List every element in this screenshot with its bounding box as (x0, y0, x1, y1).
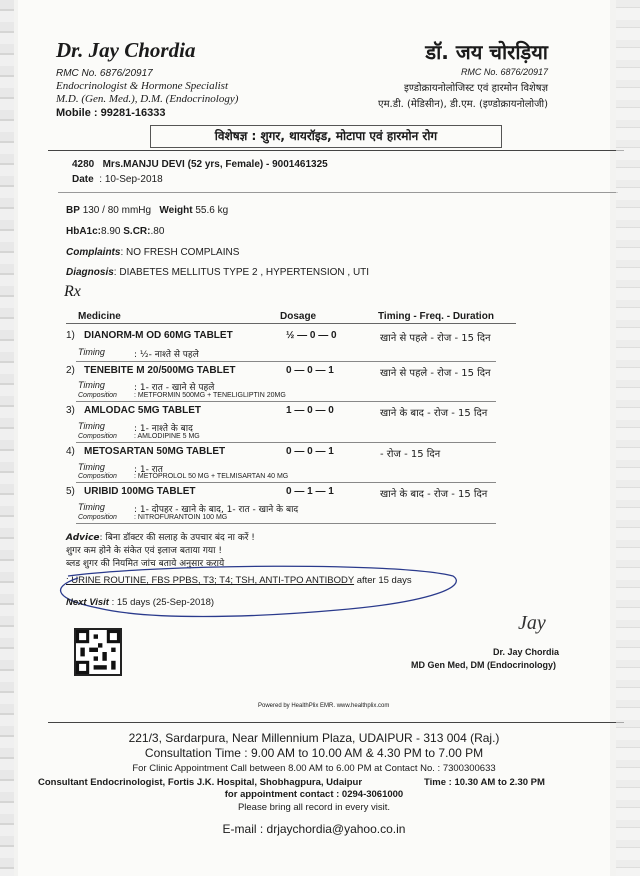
medicine-timing: खाने के बाद - रोज - 15 दिन (380, 408, 488, 419)
tests-list: : URINE ROUTINE, FBS PPBS, T3; T4; TSH, ANTI-TPO ANTIBODY (66, 575, 355, 586)
footer-fortis-time: Time : 10.30 AM to 2.30 PM (424, 777, 545, 788)
doctor-rmc: RMC No. 6876/20917 (56, 68, 153, 79)
tests-suffix: after 15 days (354, 575, 412, 586)
medicine-name: URIBID 100MG TABLET (84, 486, 196, 497)
doctor-name: Dr. Jay Chordia (56, 38, 196, 62)
footer-records: Please bring all record in every visit. (237, 802, 391, 813)
signature-qualification: MD Gen Med, DM (Endocrinology) (411, 660, 556, 670)
prescription-page (18, 0, 610, 876)
footer-consultant: Consultant Endocrinologist, Fortis J.K. Hospital, Shobhagpura, Udaipur (38, 777, 363, 788)
hba1c-value: 8.90 (101, 226, 121, 237)
rx-symbol: Rx (64, 283, 81, 300)
next-visit-line (66, 597, 214, 608)
patient-name: Mrs.MANJU DEVI (52 yrs, Female) - 9001461325 (102, 159, 328, 170)
scr-value: .80 (150, 226, 165, 237)
medicine-divider (76, 401, 496, 402)
timing-label: Timing (78, 421, 105, 431)
specialty-banner: विशेषज्ञ : शुगर, थायरॉइड, मोटापा एवं हारमोन रोग (150, 125, 502, 148)
signature-scribble: Jay (518, 612, 546, 634)
medicine-number: 1) (66, 330, 75, 341)
composition-label: Composition (78, 392, 117, 399)
timing-detail: : 1- रात (134, 465, 163, 475)
complaints-line (66, 247, 239, 258)
qr-code (74, 628, 122, 676)
medicine-divider (76, 361, 496, 362)
doctor-specialty: Endocrinologist & Hormone Specialist (56, 80, 229, 92)
scan-edge-right (616, 0, 640, 876)
footer-fortis-contact: for appointment contact : 0294-3061000 (224, 789, 404, 800)
weight-value: 55.6 kg (195, 205, 229, 216)
scr-label: S.CR: (123, 226, 151, 237)
composition-text: : METOPROLOL 50 MG + TELMISARTAN 40 MG (134, 473, 289, 480)
medicine-number: 4) (66, 446, 75, 457)
header-divider (48, 150, 624, 151)
advice-text: : बिना डॉक्टर की सलाह के उपचार बंद ना करें ! (99, 533, 255, 543)
powered-by: Powered by HealthPlix EMR. www.healthplix.com (258, 703, 390, 709)
composition-label: Composition (78, 433, 117, 440)
advice-line-3: ब्लड शुगर की नियमित जांच बताये अनुसार कराये (66, 559, 225, 569)
bp-value: 130 / 80 mmHg (82, 205, 152, 216)
visit-date: 10-Sep-2018 (104, 174, 163, 185)
medicine-dosage: 0 — 0 — 1 (286, 446, 334, 457)
weight-label: Weight (159, 205, 193, 216)
scan-edge-left (0, 0, 14, 876)
patient-id: 4280 (72, 159, 95, 170)
composition-label: Composition (78, 514, 117, 521)
diagnosis-line (66, 267, 369, 278)
diagnosis-text: : DIABETES MELLITUS TYPE 2 , HYPERTENSION , UTI (113, 267, 370, 278)
composition-text: : METFORMIN 500MG + TENELIGLIPTIN 20MG (134, 392, 286, 399)
footer-appointment: For Clinic Appointment Call between 8.00 AM to 6.00 PM at Contact No. : 7300300633 (132, 763, 496, 774)
medicine-name: TENEBITE M 20/500MG TABLET (84, 365, 236, 376)
advice-label: Advice (66, 533, 100, 543)
advice-line-1 (66, 530, 255, 543)
medicine-dosage: 1 — 0 — 0 (286, 405, 334, 416)
timing-detail: : ½- नाश्ते से पहले (134, 350, 199, 360)
doctor-mobile: Mobile : 99281-16333 (56, 107, 166, 119)
signature-name: Dr. Jay Chordia (493, 647, 560, 657)
footer-divider (48, 722, 624, 723)
header-medicine: Medicine (78, 311, 121, 322)
header-timing: Timing - Freq. - Duration (378, 311, 494, 322)
advice-line-2: शुगर कम होने के संकेत एवं इलाज बताया गया ! (66, 546, 222, 556)
timing-detail: : 1- रात - खाने से पहले (134, 383, 215, 393)
medicine-name: DIANORM-M OD 60MG TABLET (84, 330, 233, 341)
header-dosage: Dosage (280, 311, 317, 322)
timing-label: Timing (78, 380, 105, 390)
medicine-timing: खाने से पहले - रोज - 15 दिन (380, 368, 491, 379)
medicine-divider (76, 442, 496, 443)
doctor-rmc-hindi: RMC No. 6876/20917 (460, 67, 548, 77)
doctor-degrees: M.D. (Gen. Med.), D.M. (Endocrinology) (56, 93, 239, 105)
timing-label: Timing (78, 462, 105, 472)
timing-label: Timing (78, 347, 105, 357)
medicine-dosage: ½ — 0 — 0 (286, 330, 337, 341)
composition-text: : AMLODIPINE 5 MG (134, 433, 200, 440)
medicine-number: 5) (66, 486, 75, 497)
labs-line (66, 226, 164, 237)
composition-label: Composition (78, 473, 117, 480)
date-label: Date (72, 174, 94, 185)
medicine-number: 2) (66, 365, 75, 376)
medicine-header-divider (66, 323, 516, 324)
diagnosis-label: Diagnosis (66, 267, 114, 278)
footer-email: E-mail : drjaychordia@yahoo.co.in (222, 822, 406, 836)
medicine-name: METOSARTAN 50MG TABLET (84, 446, 226, 457)
timing-detail: : 1- दोपहर - खाने के बाद, 1- रात - खाने के बाद (134, 505, 299, 515)
bp-label: BP (66, 205, 80, 216)
timing-detail: : 1- नाश्ते के बाद (134, 424, 193, 434)
next-visit-text: : 15 days (25-Sep-2018) (111, 597, 215, 608)
doctor-specialty-hindi: इण्डोक्रायनोलोजिस्ट एवं हारमोन विशेषज्ञ (404, 83, 548, 94)
medicine-dosage: 0 — 1 — 1 (286, 486, 334, 497)
pen-circle-annotation (38, 562, 468, 626)
footer-address: 221/3, Sardarpura, Near Millennium Plaza, UDAIPUR - 313 004 (Raj.) (128, 731, 500, 745)
patient-line (72, 159, 328, 170)
medicine-timing: - रोज - 15 दिन (380, 449, 441, 460)
complaints-text: : NO FRESH COMPLAINS (120, 247, 240, 258)
next-visit-label: Next Visit (66, 597, 109, 608)
timing-label: Timing (78, 502, 105, 512)
medicine-timing: खाने के बाद - रोज - 15 दिन (380, 489, 488, 500)
medicine-number: 3) (66, 405, 75, 416)
patient-divider (58, 192, 618, 193)
medicine-divider (76, 523, 496, 524)
medicine-timing: खाने से पहले - रोज - 15 दिन (380, 333, 491, 344)
composition-text: : NITROFURANTOIN 100 MG (134, 514, 228, 521)
complaints-label: Complaints (66, 247, 121, 258)
visit-date-line: Date : 10-Sep-2018 (72, 174, 163, 185)
hba1c-label: HbA1c: (66, 226, 102, 237)
doctor-name-hindi: डॉ. जय चोरड़िया (425, 40, 548, 64)
footer-consult-time: Consultation Time : 9.00 AM to 10.00 AM & 4.30 PM to 7.00 PM (144, 746, 484, 760)
medicine-dosage: 0 — 0 — 1 (286, 365, 334, 376)
vitals-line (66, 205, 228, 216)
medicine-divider (76, 482, 496, 483)
medicine-name: AMLODAC 5MG TABLET (84, 405, 202, 416)
doctor-degrees-hindi: एम.डी. (मेडिसीन), डी.एम. (इण्डोक्रायनोलोजी) (378, 99, 548, 110)
